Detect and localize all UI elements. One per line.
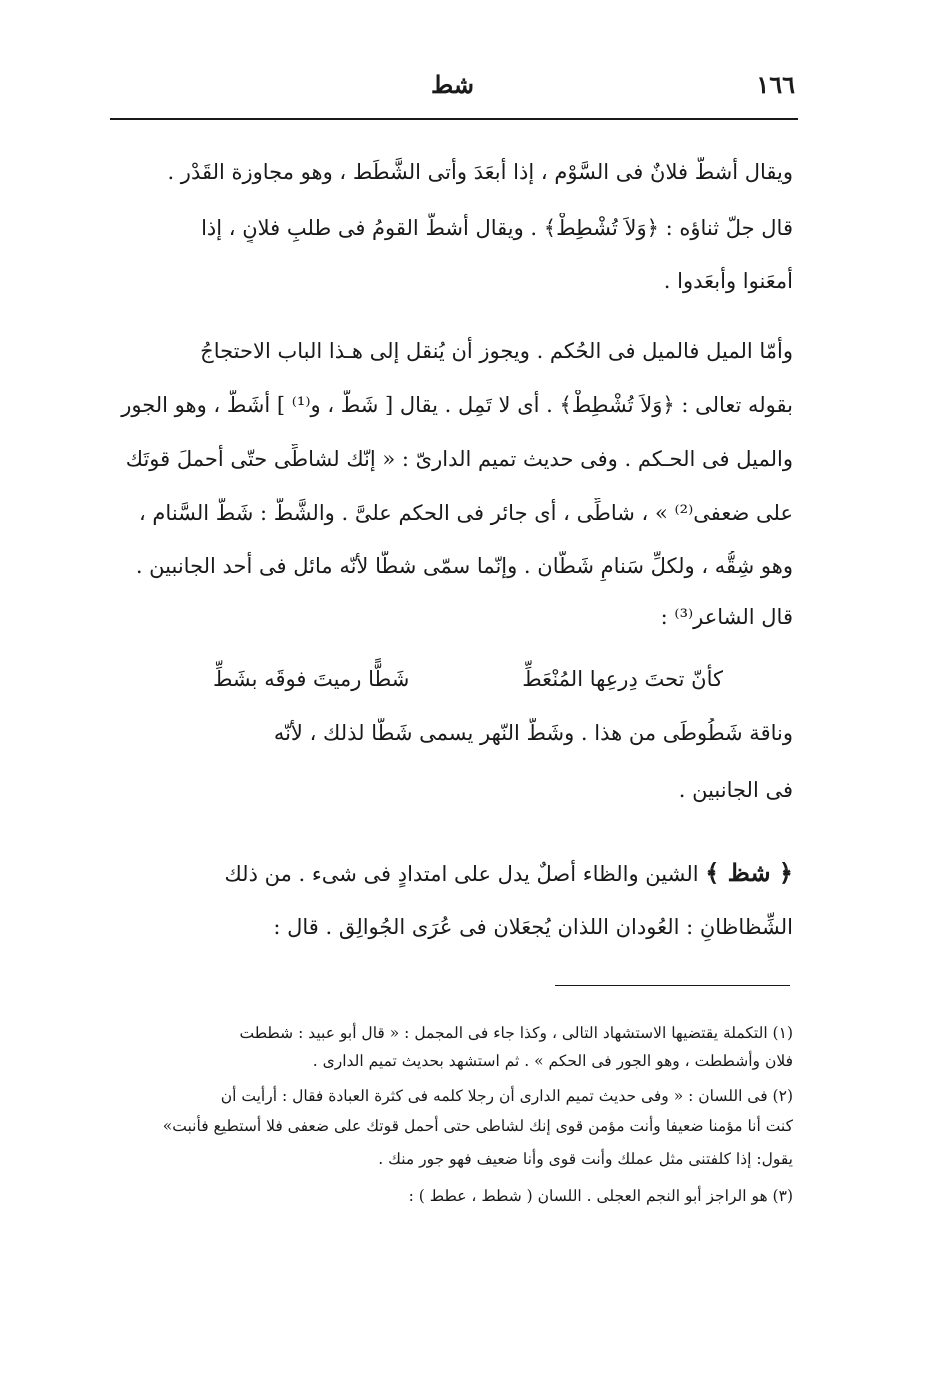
body-line: قال جلّ ثناؤه : ﴿وَلاَ تُشْطِطْ﴾ . ويقال أشطَّ القومُ فى طلبِ فلانٍ ، إذا xyxy=(201,216,793,240)
body-line: على ضعفى⁽²⁾ » ، شاطِّى ، أى جائر فى الحكم علىَّ . والشَّطُّ : شَطُّ السَّنام ، xyxy=(138,501,793,525)
body-line: قال الشاعر⁽³⁾ : xyxy=(660,605,793,629)
footnote-line: كنت أنا مؤمنا ضعيفا وأنت مؤمن قوى إنك لشاطى حتى أحمل قوتك على ضعفى فلا أستطيع فأنبت» xyxy=(162,1117,793,1135)
entry-text: الشين والظاء أصلٌ يدل على امتدادٍ فى شىء . من ذلك xyxy=(224,862,699,886)
footnote-line: يقول: إذا كلفتنى مثل عملك وأنت قوى وأنا ضعيف فهو جور منك . xyxy=(378,1150,793,1168)
body-line: بقوله تعالى : ﴿وَلاَ تُشْطِطْ﴾ . أى لا تَمِل . يقال [ شَطَّ ، و⁽¹⁾ ] أشَطَّ ، وهو الجور xyxy=(121,393,793,417)
body-line: أمعَنوا وأبعَدوا . xyxy=(663,269,793,293)
running-head: شط xyxy=(431,70,474,99)
body-line: وأمّا الميل فالميل فى الحُكم . ويجوز أن يُنقل إلى هـذا الباب الاحتجاجُ xyxy=(200,339,793,363)
footnote-line: (٢) فى اللسان : « وفى حديث تميم الدارى أن رجلا كلمه فى كثرة العبادة فقال : أرأيت أن xyxy=(220,1087,793,1105)
footnote-rule xyxy=(555,985,790,986)
page-header xyxy=(110,70,795,106)
verse-hemistich-2: شَطًّا رميتَ فوقَه بشَطِّ xyxy=(213,667,410,691)
footnote-line: (٣) هو الراجز أبو النجم العجلى . اللسان ( شطط ، عطط ) : xyxy=(408,1187,793,1205)
entry-head: ﴿ شظ ﴾ xyxy=(705,858,793,887)
footnote-line: فلان وأشططت ، وهو الجور فى الحكم » . ثم استشهد بحديث تميم الدارى . xyxy=(312,1052,793,1070)
footnote-line: (١) التكملة يقتضيها الاستشهاد التالى ، وكذا جاء فى المجمل : « قال أبو عبيد : شططت xyxy=(239,1024,793,1042)
body-line: وهو شِقُّه ، ولكلِّ سَنامٍ شَطَّان . وإنّما سمّى شطًّا لأنّه مائل فى أحد الجانبين . xyxy=(135,554,793,578)
body-line: والميل فى الحـكم . وفى حديث تميم الدارىّ : « إنّك لشاطِّى حتّى أحملَ قوتَك xyxy=(125,447,793,471)
body-line: فى الجانبين . xyxy=(678,778,793,802)
header-rule xyxy=(110,118,798,120)
body-line: ويقال أشطَّ فلانٌ فى السَّوْم ، إذا أبعَدَ وأتى الشَّطَط ، وهو مجاوزة القَدْر . xyxy=(167,160,793,184)
verse-hemistich-1: كأنّ تحتَ دِرعِها المُنْعَطِّ xyxy=(522,667,723,691)
page-number: ١٦٦ xyxy=(756,70,795,99)
entry-line xyxy=(113,858,793,889)
body-line: وناقة شَطُوطَى من هذا . وشَطُّ النّهر يسمى شَطًّا لذلك ، لأنّه xyxy=(273,721,793,745)
body-line: الشِّظاظانِ : العُودان اللذان يُجعَلان فى عُرَى الجُوالِق . قال : xyxy=(273,915,793,939)
verse-line xyxy=(213,664,723,694)
